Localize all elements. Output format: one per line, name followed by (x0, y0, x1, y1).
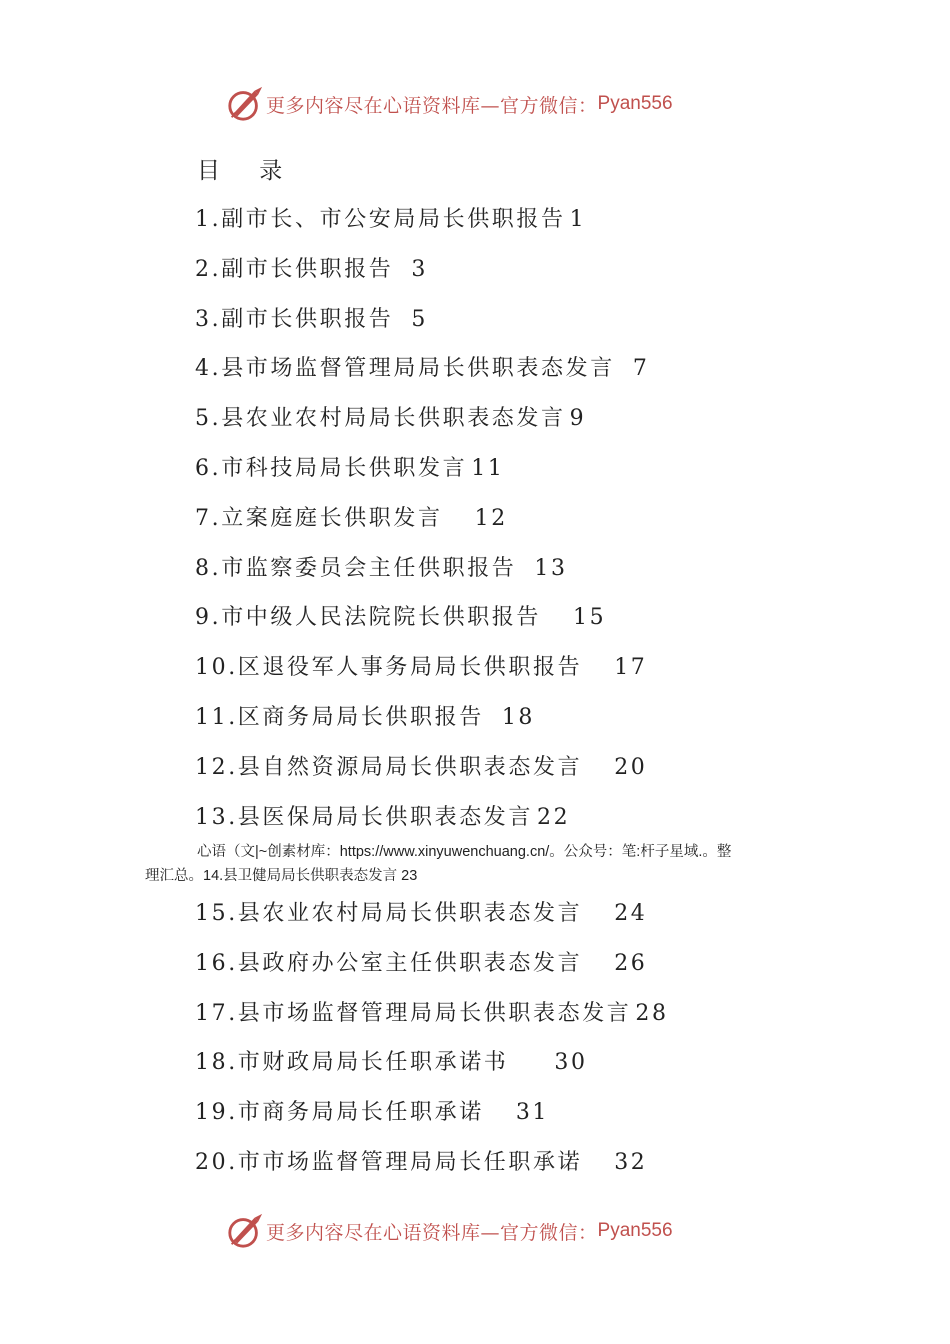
toc-entry-title: 县农业农村局局长供职表态发言 (221, 406, 566, 432)
toc-entry-number: 11. (195, 704, 238, 730)
toc-entry-page: 28 (635, 1000, 669, 1026)
toc-entry (195, 1141, 669, 1191)
toc-entry-page: 32 (614, 1149, 648, 1175)
toc-entry-number: 13. (195, 804, 238, 830)
toc-entry-number: 8. (195, 555, 222, 581)
toc-entry-number: 3. (195, 306, 222, 332)
toc-entry-page: 17 (614, 655, 648, 681)
toc-entry-number: 7. (195, 505, 222, 531)
toc-entry-number: 5. (195, 406, 222, 432)
toc-entry (195, 248, 649, 298)
toc-entry-title: 副市长供职报告 (221, 256, 394, 282)
toc-entry-number: 17. (195, 1000, 238, 1026)
toc-entry (195, 298, 649, 348)
toc-entry-number: 6. (195, 455, 222, 481)
toc-entry-title: 市监察委员会主任供职报告 (221, 555, 517, 581)
toc-entry-title: 市中级人民法院院长供职报告 (221, 605, 542, 631)
quill-logo-icon (226, 1212, 264, 1250)
toc-entry (195, 746, 649, 796)
source-note-line2: 理汇总。14.县卫健局局长供职表态发言 23 (145, 868, 418, 884)
toc-entry-number: 18. (195, 1050, 238, 1076)
toc-entry-number: 19. (195, 1100, 238, 1126)
toc-entry-title: 市市场监督管理局局长任职承诺 (237, 1149, 583, 1175)
toc-entry-title: 县农业农村局局长供职表态发言 (237, 901, 583, 926)
toc-entry-title: 市财政局局长任职承诺书 (237, 1050, 509, 1076)
source-note (145, 840, 815, 888)
toc-entry-number: 20. (195, 1149, 238, 1175)
toc-entry-page: 3 (411, 256, 429, 282)
toc-entry (195, 892, 669, 942)
toc-entry (195, 547, 649, 597)
toc-entry-title: 副市长供职报告 (221, 306, 394, 332)
toc-entry-page: 30 (554, 1050, 588, 1076)
toc-entry-title: 区商务局局长供职报告 (237, 704, 484, 730)
source-note-line1: 心语（文|~创素材库：https://www.xinyuwenchuang.cn/。公众号：笔:杆子星域.。整 (197, 844, 732, 860)
toc-entry (195, 347, 649, 397)
banner-wechat-id: Pyan556 (597, 1220, 673, 1241)
toc-entry-title: 立案庭庭长供职发言 (221, 505, 443, 531)
toc-title: 目 录 (197, 158, 299, 184)
toc-entry (195, 696, 649, 746)
toc-entry-page: 9 (569, 406, 587, 432)
toc-entry-page: 11 (471, 455, 505, 481)
toc-entry-page: 22 (537, 804, 571, 830)
toc-entry-number: 10. (195, 655, 238, 681)
toc-entry-number: 16. (195, 950, 238, 976)
toc-entry-number: 12. (195, 754, 238, 780)
toc-entry-number: 15. (195, 901, 238, 926)
toc-entry (195, 992, 669, 1042)
toc-entry-page: 13 (534, 555, 568, 581)
toc-entry-title: 区退役军人事务局局长供职报告 (237, 655, 583, 681)
toc-entry-title: 县政府办公室主任供职表态发言 (237, 950, 583, 976)
toc-entry (195, 397, 649, 447)
toc-entry (195, 596, 649, 646)
quill-logo-icon (226, 85, 264, 123)
toc-entry (195, 1091, 669, 1141)
toc-entry-page: 15 (573, 605, 607, 631)
toc-entry-title: 副市长、市公安局局长供职报告 (221, 207, 566, 232)
toc-entry (195, 497, 649, 547)
banner-text: 更多内容尽在心语资料库—官方微信： (266, 94, 598, 117)
toc-entry (195, 447, 649, 497)
footer-banner (226, 1211, 673, 1251)
toc-entry-number: 9. (195, 605, 222, 631)
toc-entry-title: 县医保局局长供职表态发言 (237, 804, 533, 830)
toc-entry-page: 12 (474, 505, 508, 531)
toc-entry (195, 646, 649, 696)
toc-entry-page: 1 (569, 207, 587, 232)
toc-entry-page: 31 (515, 1100, 550, 1126)
toc-entry-title: 县市场监督管理局局长供职表态发言 (237, 1000, 632, 1026)
header-banner (226, 84, 673, 124)
toc-entry (195, 796, 649, 846)
banner-text: 更多内容尽在心语资料库—官方微信： (266, 1221, 598, 1244)
banner-wechat-id: Pyan556 (597, 93, 673, 114)
toc-entry (195, 942, 669, 992)
toc-entry-number: 1. (195, 207, 222, 232)
toc-entry (195, 198, 649, 248)
toc-entry-title: 县自然资源局局长供职表态发言 (237, 754, 583, 780)
toc-entry-title: 市商务局局长任职承诺 (237, 1100, 484, 1126)
toc-entry-page: 26 (614, 950, 648, 976)
toc-list-continued (195, 892, 669, 1191)
toc-entry-page: 7 (632, 356, 650, 382)
toc-entry-page: 20 (614, 754, 648, 780)
toc-entry-number: 4. (195, 356, 222, 382)
toc-entry-title: 市科技局局长供职发言 (221, 455, 468, 481)
toc-entry-page: 18 (501, 704, 536, 730)
toc-entry-number: 2. (195, 256, 222, 282)
toc-entry-page: 5 (411, 306, 429, 332)
toc-entry-title: 县市场监督管理局局长供职表态发言 (221, 356, 615, 382)
toc-entry (195, 1041, 669, 1091)
toc-list (195, 198, 649, 845)
toc-entry-page: 24 (614, 901, 648, 926)
